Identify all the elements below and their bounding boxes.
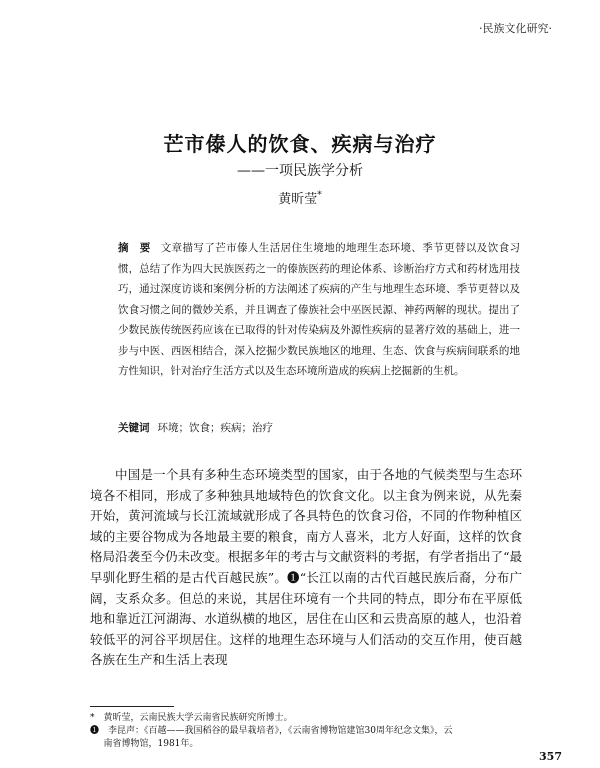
footnote-author: * 黄昕莹，云南民族大学云南省民族研究所博士。 bbox=[90, 713, 293, 723]
keywords bbox=[118, 420, 520, 435]
keywords-text: 环境；饮食；疾病；治疗 bbox=[157, 422, 273, 434]
footnote-divider bbox=[90, 706, 174, 707]
abstract bbox=[118, 238, 520, 382]
author-name: 黄昕莹 bbox=[278, 192, 318, 207]
journal-section-header: ·民族文化研究· bbox=[479, 22, 552, 35]
abstract-label: 摘 要 bbox=[118, 242, 151, 254]
footnotes bbox=[90, 712, 522, 751]
body-paragraph: 中国是一个具有多种生态环境类型的国家，由于各地的气候类型与生态环境各不相同，形成了多种独具地域特色的饮食文化。以主食为例来说，从先秦开始，黄河流域与长江流域就形成了各具特色的饮食习俗，不同的作物种植区域的主要谷物成为各地最主要的粮食，南方人喜米，北方人好面，这样的饮食格局沿袭至今仍未改变。根据多年的考古与文献资料的考据，有学者指出了“最早驯化野生稻的是古代百越民族”。❶“长江以南的古代百越民族后裔，分布广阔，支系众多。但总的来说，其居住环境有一个共同的特点，即分布在平原低地和靠近江河湖海、水道纵横的地区，居住在山区和云贵高原的越人，也沿着较低平的河谷平坝居住。这样的地理生态环境与人们活动的交互作用，使百越各族在生产和生活上表现 bbox=[90, 467, 522, 668]
footnote-1: ❶ 李昆声：《百越——我国稻谷的最早栽培者》，《云南省博物馆建馆30周年纪念文集》，云 bbox=[90, 726, 453, 736]
abstract-text: 文章描写了芒市傣人生活居住生境地的地理生态环境、季节更替以及饮食习惯，总结了作为四大民族医药之一的傣族医药的理论体系、诊断治疗方式和药材选用技巧，通过深度访谈和案例分析的方法阐述了疾病的产生与地理生态环境、季节更替以及饮食习惯之间的微妙关系，并且调查了傣族社会中巫医民源、神药两解的现状。提出了少数民族传统医药应该在已取得的针对传染病及外源性疾病的显著疗效的基础上，进一步与中医、西医相结合，深入挖掘少数民族地区的地理、生态、饮食与疾病间联系的地方性知识，针对治疗生活方式以及生态环境所造成的疾病上挖掘新的生机。 bbox=[118, 242, 521, 377]
page-number: 357 bbox=[539, 750, 562, 763]
article-subtitle: ——一项民族学分析 bbox=[237, 163, 363, 179]
author-footnote-mark: * bbox=[317, 190, 322, 201]
article-title: 芒市傣人的饮食、疾病与治疗 bbox=[163, 132, 437, 156]
keywords-label: 关键词 bbox=[118, 422, 150, 434]
footnote-1-continued: 南省博物馆，1981年。 bbox=[103, 739, 199, 749]
author-line bbox=[0, 188, 600, 207]
